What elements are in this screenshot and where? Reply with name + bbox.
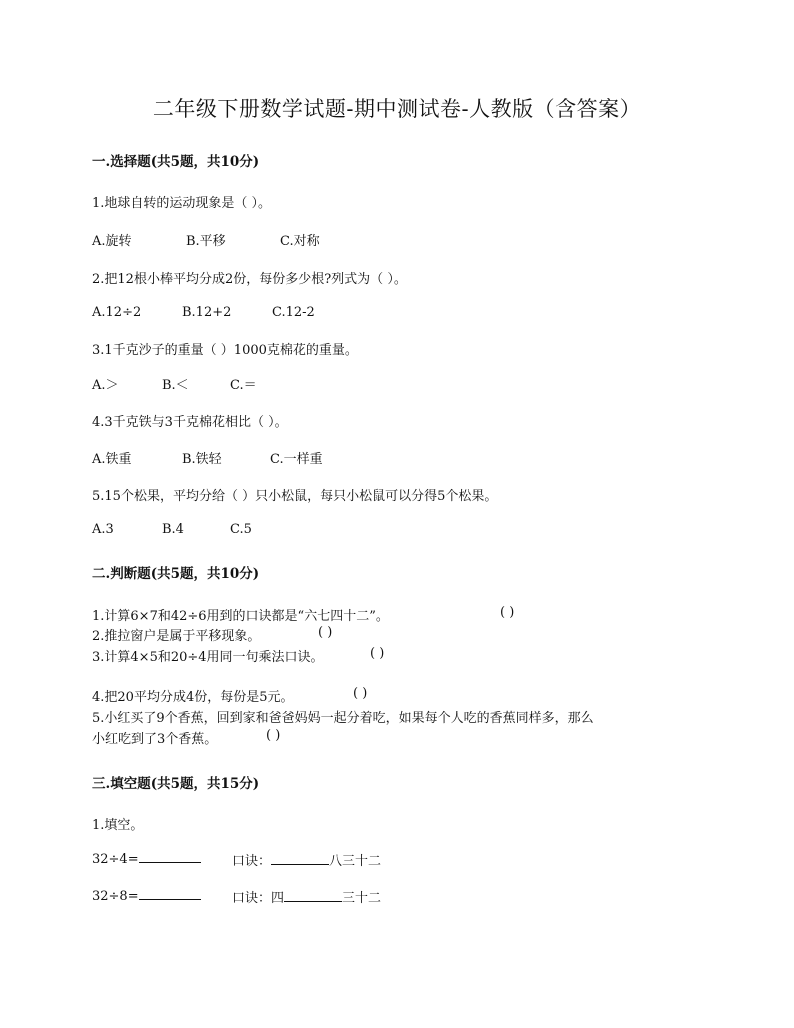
choice-question-1: 1.地球自转的运动现象是（ ）。	[92, 196, 272, 211]
section-heading-judge: 二.判断题(共5题，共10分)	[92, 566, 260, 582]
choice-question-4: 4.3千克铁与3千克棉花相比（ ）。	[92, 415, 288, 430]
mnemonic-label: 口诀：	[232, 891, 272, 906]
mnemonic-row-2: 口诀：四 三十二	[232, 891, 382, 906]
equation: 32÷4=	[92, 852, 139, 867]
judge-question-3: 3.计算4×5和20÷4用同一句乘法口诀。	[92, 650, 324, 665]
choice-question-5: 5.15个松果，平均分给（ ）只小松鼠，每只小松鼠可以分得5个松果。	[92, 489, 498, 504]
fill-intro: 1.填空。	[92, 818, 144, 833]
mnemonic-text: 八三十二	[329, 854, 382, 869]
option-b: B.＜	[162, 378, 189, 393]
option-c: C.一样重	[270, 452, 323, 467]
option-a: A.铁重	[92, 452, 132, 467]
judge-question-2: 2.推拉窗户是属于平移现象。	[92, 629, 261, 644]
mnemonic-text: 三十二	[342, 891, 382, 906]
option-a: A.3	[92, 522, 114, 537]
choice-question-3: 3.1千克沙子的重量（ ）1000克棉花的重量。	[92, 343, 358, 358]
section-heading-fill: 三.填空题(共5题，共15分)	[92, 776, 260, 792]
page-title: 二年级下册数学试题-期中测试卷-人教版（含答案）	[152, 97, 642, 121]
answer-parentheses: ( )	[500, 605, 515, 620]
mnemonic-label: 口诀：	[232, 854, 272, 869]
fill-row-1	[92, 850, 201, 867]
answer-blank[interactable]	[139, 850, 201, 863]
option-a: A.＞	[92, 378, 119, 393]
equation: 32÷8=	[92, 889, 139, 904]
option-b: B.平移	[186, 234, 226, 249]
option-c: C.12-2	[272, 305, 315, 320]
answer-parentheses: ( )	[370, 646, 385, 661]
choice-options-4	[92, 448, 323, 467]
option-b: B.铁轻	[182, 452, 222, 467]
fill-row-2	[92, 887, 201, 904]
choice-question-2: 2.把12根小棒平均分成2份，每份多少根?列式为（ ）。	[92, 272, 407, 287]
mnemonic-blank[interactable]	[271, 852, 329, 865]
answer-parentheses: ( )	[318, 625, 333, 640]
section-heading-choice: 一.选择题(共5题，共10分)	[92, 154, 260, 170]
answer-blank[interactable]	[139, 887, 201, 900]
answer-parentheses: ( )	[353, 686, 368, 701]
choice-options-1	[92, 230, 320, 249]
option-c: C.＝	[230, 378, 257, 393]
choice-options-3	[92, 374, 257, 393]
option-a: A.旋转	[92, 234, 132, 249]
answer-parentheses: ( )	[266, 728, 281, 743]
judge-question-4: 4.把20平均分成4份，每份是5元。	[92, 690, 294, 705]
judge-question-5: 5.小红买了9个香蕉，回到家和爸爸妈妈一起分着吃，如果每个人吃的香蕉同样多，那么	[92, 711, 594, 726]
option-c: C.5	[230, 522, 252, 537]
judge-question-5-continued: 小红吃到了3个香蕉。	[92, 732, 218, 747]
choice-options-2	[92, 305, 315, 320]
option-b: B.4	[162, 522, 184, 537]
mnemonic-blank[interactable]	[284, 889, 342, 902]
option-a: A.12÷2	[92, 305, 142, 320]
choice-options-5	[92, 522, 252, 537]
judge-question-1: 1.计算6×7和42÷6用到的口诀都是“六七四十二”。	[92, 609, 389, 624]
option-c: C.对称	[280, 234, 320, 249]
option-b: B.12+2	[182, 305, 232, 320]
mnemonic-row-1	[232, 850, 381, 869]
